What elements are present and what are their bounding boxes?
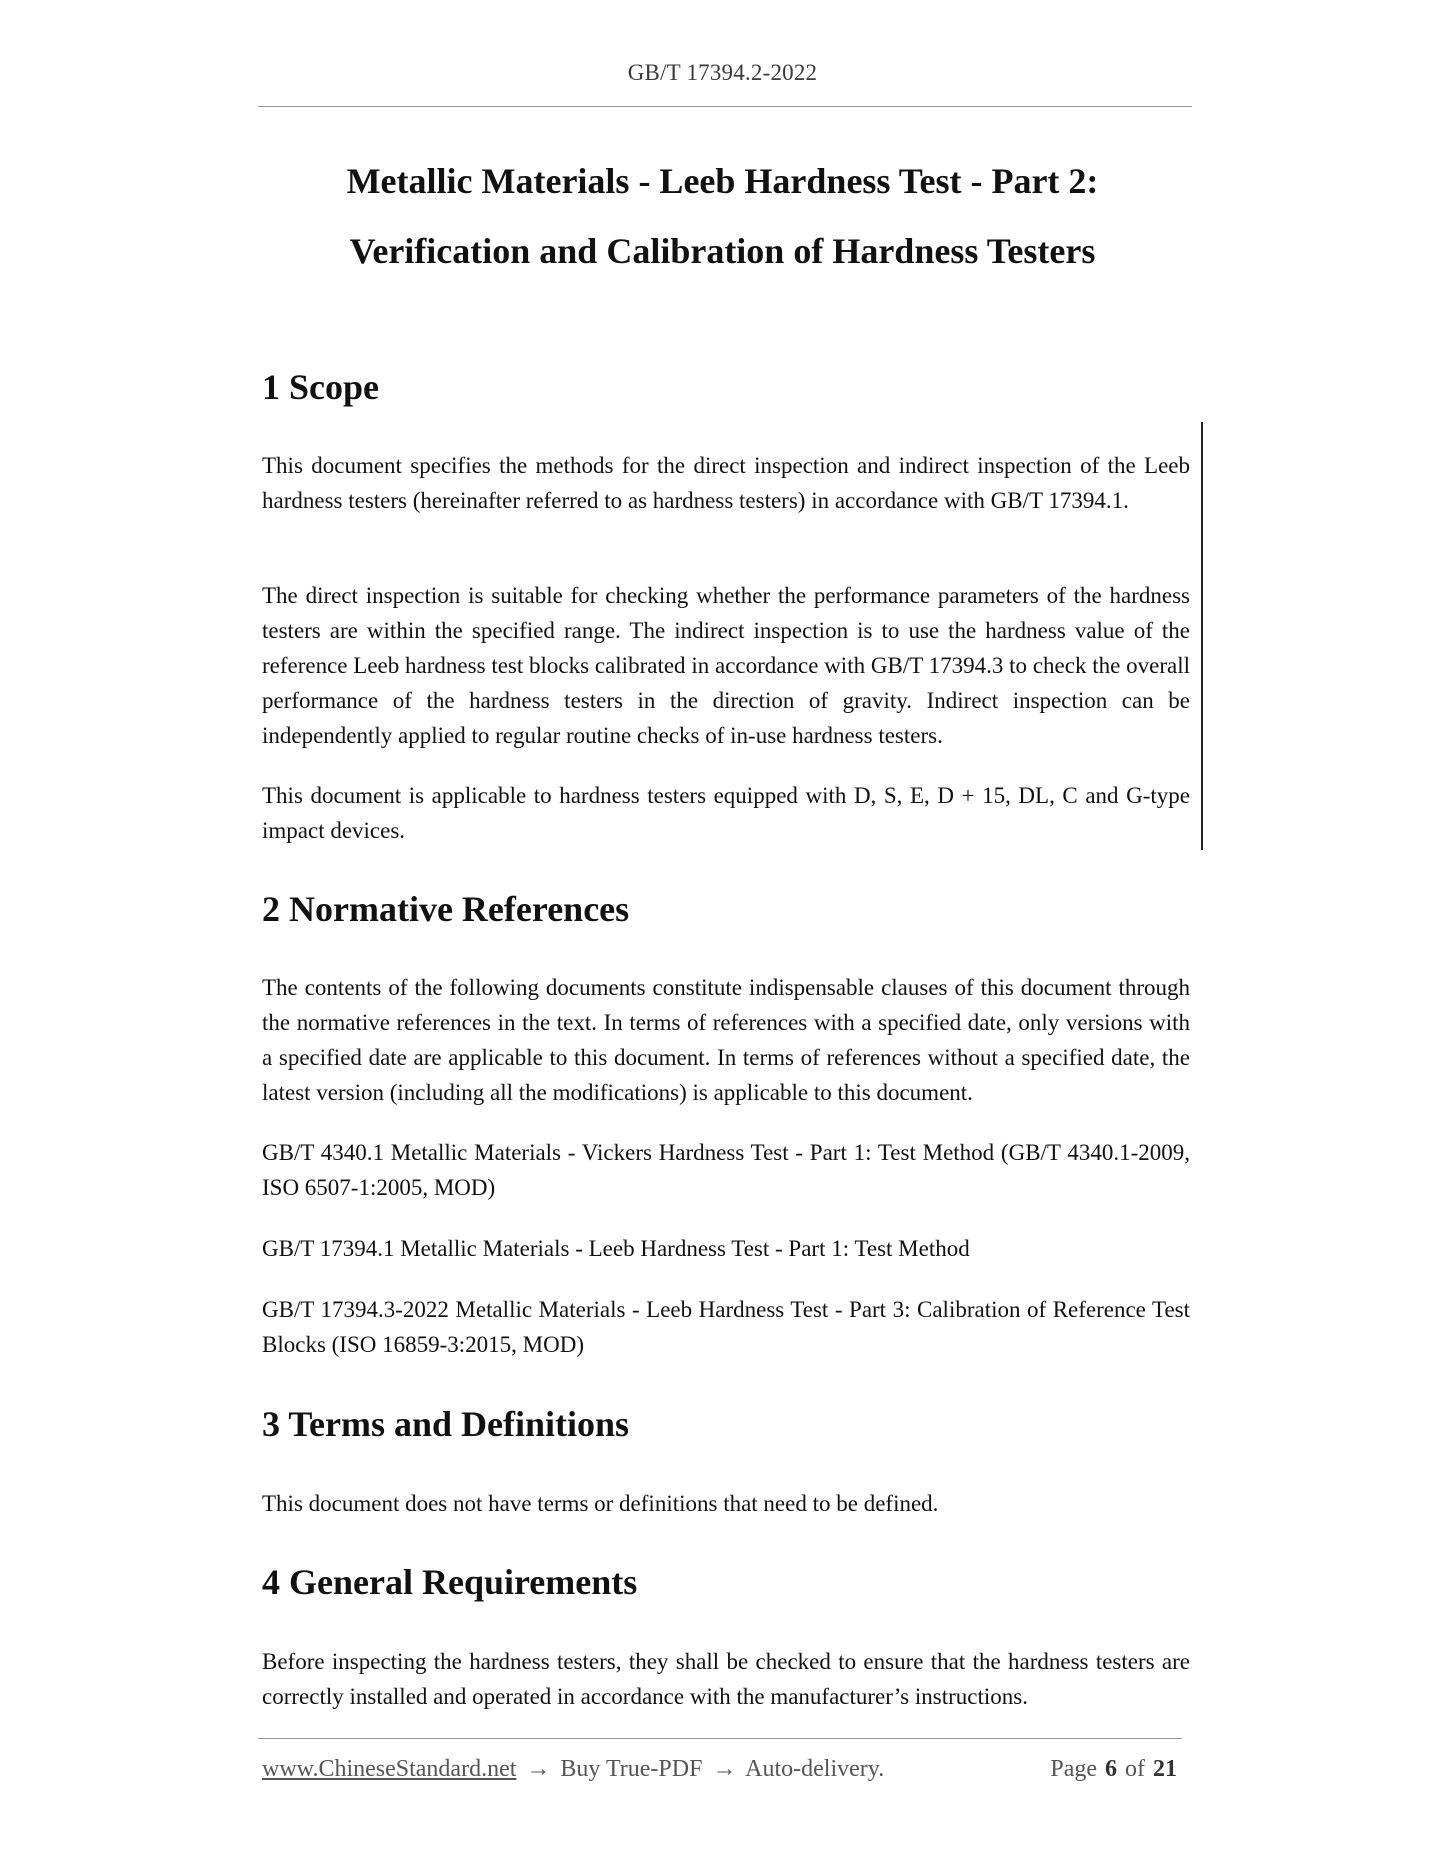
scope-paragraph-1: This document specifies the methods for the direct inspection and indirect inspection of the Leeb hardness testers (hereinafter referred to as hardness testers) in accordance with GB/T 17394.1. [262,453,1190,513]
arrow-right-icon: → [712,1756,737,1782]
document-title-line-1: Metallic Materials - Leeb Hardness Test - Part 2: [346,161,1099,201]
of-label: of [1125,1756,1145,1782]
current-page-number: 6 [1105,1756,1117,1782]
reference-item-gbt-4340-1: GB/T 4340.1 Metallic Materials - Vickers Hardness Test - Part 1: Test Method (GB/T 4340.1-2009, ISO 6507-1:2005, MOD) [262,1140,1190,1200]
reference-item-gbt-17394-1: GB/T 17394.1 Metallic Materials - Leeb Hardness Test - Part 1: Test Method [262,1236,970,1261]
site-link[interactable]: www.ChineseStandard.net [262,1756,517,1782]
section-heading-scope: 1 Scope [262,367,379,407]
footer-promo [262,1756,884,1783]
document-title-line-2: Verification and Calibration of Hardness Testers [349,231,1096,271]
revision-change-bar [1201,422,1203,850]
header-divider [258,106,1192,107]
auto-delivery-text: Auto-delivery. [745,1756,885,1782]
normative-references-intro: The contents of the following documents constitute indispensable clauses of this document through the normative references in the text. In terms of references with a specified date, only versions with a specified date are applicable to this document. In terms of references without a specified date, the latest version (including all the modifications) is applicable to this document. [262,975,1190,1105]
scope-paragraph-2: The direct inspection is suitable for checking whether the performance parameters of the hardness testers are within the specified range. The indirect inspection is to use the hardness value of the reference Leeb hardness test blocks calibrated in accordance with GB/T 17394.3 to check the overall performance of the hardness testers in the direction of gravity. Indirect inspection can be independently applied to regular routine checks of in-use hardness testers. [262,583,1190,748]
section-heading-general-requirements: 4 General Requirements [262,1562,638,1602]
running-header: GB/T 17394.2-2022 [627,60,818,85]
page-label: Page [1050,1756,1097,1782]
page-number [1050,1756,1177,1783]
arrow-right-icon: → [526,1756,551,1782]
general-requirements-paragraph: Before inspecting the hardness testers, they shall be checked to ensure that the hardness testers are correctly installed and operated in accordance with the manufacturer’s instructions. [262,1649,1190,1709]
reference-item-gbt-17394-3: GB/T 17394.3-2022 Metallic Materials - Leeb Hardness Test - Part 3: Calibration of Reference Test Blocks (ISO 16859-3:2015, MOD) [262,1297,1190,1357]
total-pages-number: 21 [1153,1756,1177,1782]
section-heading-normative-references: 2 Normative References [262,889,630,929]
footer-divider [258,1738,1182,1739]
scope-paragraph-3: This document is applicable to hardness testers equipped with D, S, E, D + 15, DL, C and G-type impact devices. [262,783,1190,843]
terms-definitions-paragraph: This document does not have terms or definitions that need to be defined. [262,1491,939,1516]
buy-true-pdf-text: Buy True-PDF [560,1756,703,1782]
section-heading-terms-definitions: 3 Terms and Definitions [262,1404,630,1444]
